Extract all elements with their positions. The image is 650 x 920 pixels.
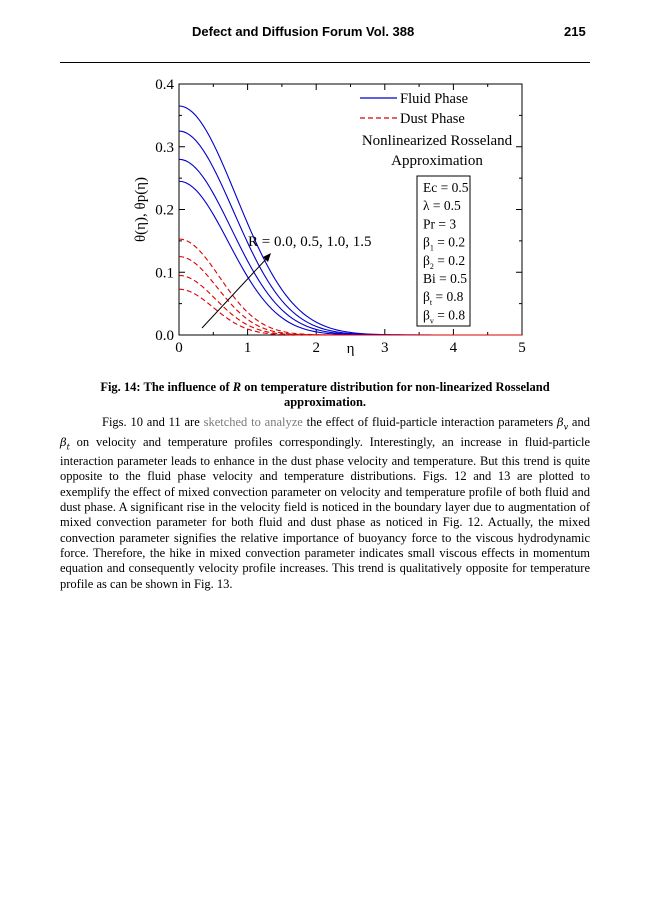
- symbol-beta-v: $\beta_v$: [556, 415, 569, 432]
- arrow-label: R = 0.0, 0.5, 1.0, 1.5: [248, 234, 372, 250]
- y-tick-label: 0.1: [155, 265, 174, 282]
- y-tick-label: 0.2: [155, 202, 174, 219]
- approximation-title: Approximation: [391, 153, 483, 169]
- dust-phase-curve: [179, 257, 522, 335]
- x-tick-label: 5: [518, 340, 526, 356]
- symbol-beta-t: $\beta_t$: [60, 434, 70, 451]
- parameter-entry: $\beta_1 = 0.2$: [423, 234, 466, 253]
- parameter-entry: Bi = 0.5: [423, 271, 468, 286]
- caption-variable: R: [232, 380, 242, 394]
- legend-dust-label: Dust Phase: [400, 111, 465, 127]
- parameter-entry: λ = 0.5: [423, 198, 461, 214]
- x-tick-label: 3: [381, 340, 389, 356]
- x-axis-label: η: [346, 341, 355, 357]
- body-paragraph: Figs. 10 and 11 are sketched to analyze the effect of fluid-particle interaction parameters $\beta_v$ and $\beta_t$ on velocity and temperature profiles correspondingly. Interestingly, an increase in fluid-particle interaction parameter leads to enhance in the dust phase velocity and temperature. But this trend is quite opposite to the fluid phase velocity and temperature distributions. Figs. 12 and 13 are plotted to exemplify the effect of mixed convection parameter on velocity and temperature profile of both fluid and dust phase. A significant rise in the velocity field is noticed in the boundary layer due to augmentation of mixed convection parameter for both fluid and dust phase as noticed in Fig. 12. Actually, the mixed convection parameter signifies the relative importance of buoyancy force to the viscous hydrodynamic force. Therefore, the hike in mixed convection parameter indicates small viscous effects in momentum equation and consequently velocity profile increases. This trend is qualitatively opposite for temperature profile as can be shown in Fig. 13.: [60, 415, 590, 591]
- journal-title: Defect and Diffusion Forum Vol. 388: [192, 24, 415, 39]
- x-tick-label: 4: [449, 340, 458, 356]
- parameter-entry: $\beta_2 = 0.2$: [423, 252, 466, 271]
- parameter-entry: $\beta_v = 0.8$: [423, 307, 466, 326]
- dust-phase-curve: [179, 275, 522, 335]
- y-tick-label: 0.0: [155, 328, 174, 344]
- dust-phase-curve: [179, 289, 522, 335]
- x-tick-label: 1: [243, 340, 252, 356]
- parameter-entry: Pr = 3: [423, 216, 457, 232]
- y-axis-label: θ(η), θp(η): [133, 176, 149, 243]
- legend-fluid-label: Fluid Phase: [400, 91, 469, 107]
- approximation-title: Nonlinearized Rosseland: [361, 133, 513, 149]
- figure-caption: Fig. 14: The influence of R on temperature distribution for non-linearized Rosseland approximation.: [100, 380, 550, 409]
- x-tick-label: 2: [312, 340, 320, 356]
- y-tick-label: 0.4: [155, 77, 174, 93]
- temperature-chart: [125, 72, 545, 377]
- parameter-entry: Ec = 0.5: [423, 180, 469, 195]
- y-tick-label: 0.3: [155, 139, 174, 156]
- parameter-entry: $\beta_t = 0.8$: [423, 289, 464, 308]
- x-tick-label: 0: [175, 340, 183, 356]
- page-number: 215: [564, 24, 586, 39]
- dust-phase-curve: [179, 239, 522, 335]
- highlighted-phrase: sketched to analyze: [203, 415, 303, 429]
- header-rule: [60, 62, 590, 63]
